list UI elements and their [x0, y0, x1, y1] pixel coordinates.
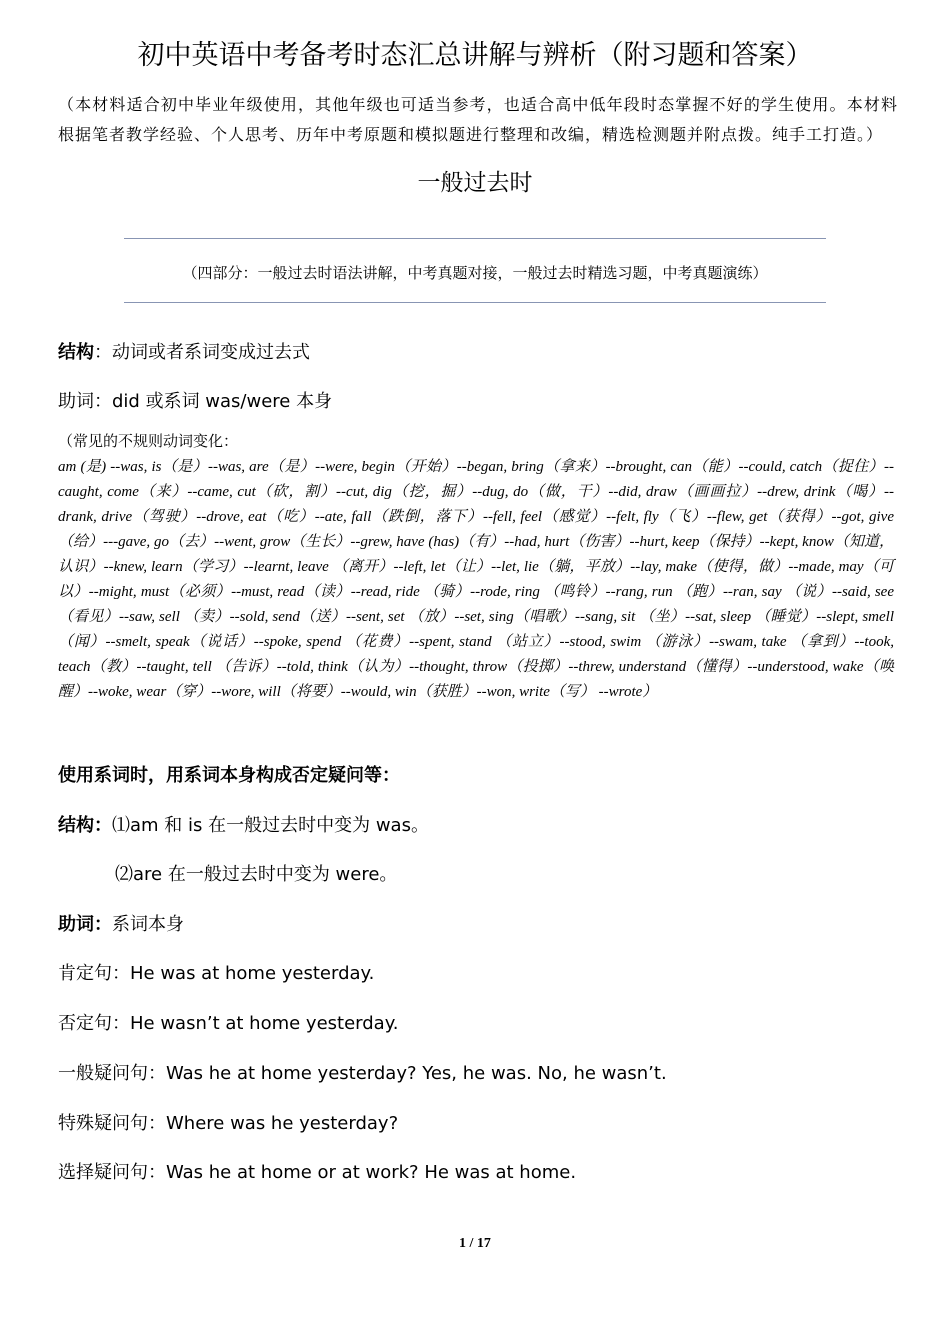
- section-subtitle: 一般过去时: [417, 170, 533, 196]
- top-divider: [124, 238, 826, 239]
- irregular-verbs-block: [58, 430, 894, 705]
- auxiliary2-label: 助词：: [58, 914, 112, 935]
- auxiliary-text: ：did 或系词 was/were 本身: [94, 391, 333, 412]
- structure2-line2: ⑵are 在一般过去时中变为 were。: [115, 864, 398, 885]
- structure-label: 结构: [58, 342, 94, 363]
- copula-heading: 使用系词时，用系词本身构成否定疑问等：: [58, 765, 400, 786]
- structure2-label: 结构：: [58, 815, 112, 836]
- parts-note: （四部分：一般过去时语法讲解，中考真题对接，一般过去时精选习题，中考真题演练）: [182, 264, 768, 282]
- structure2-text1: ⑴am 和 is 在一般过去时中变为 was。: [112, 815, 429, 836]
- structure-line: [58, 338, 310, 368]
- irregular-verbs-list: am (是) --was, is（是）--was, are（是）--were, begin（开始）--began, bring（拿来）--brought, can（能）--could, catch（捉住）--caught, come（来）--came, cut（砍，割）--cut, dig（挖，掘）--dug, do（做，干）--did, draw（画画拉）--drew, drink（喝）--drank, drive（驾驶）--drove, eat（吃）--ate, fall（跌倒，落下）--fell, feel（感觉）--felt, fly（飞）--flew, get（获得）--got, give（给）---gave, go（去）--went, grow（生长）--grew, have (has)（有）--had, hurt（伤害）--hurt, keep（保持）--kept, know（知道，认识）--knew, learn（学习）--learnt, leave （离开）--left, let（让）--let, lie（躺，平放）--lay, make（使得，做）--made, may（可以）--might, must（必须）--must, read（读）--read, ride （骑）--rode, ring （鸣铃）--rang, run （跑）--ran, say （说）--said, see （看见）--saw, sell （卖）--sold, send（送）--sent, set （放）--set, sing（唱歌）--sang, sit （坐）--sat, sleep （睡觉）--slept, smell（闻）--smelt, speak（说话）--spoke, spend （花费）--spent, stand （站立）--stood, swim （游泳）--swam, take （拿到）--took, teach（教）--taught, tell （告诉）--told, think（认为）--thought, throw（投掷）--threw, understand（懂得）--understood, wake（唤醒）--woke, wear（穿）--wore, will（将要）--would, win（获胜）--won, write（写） --wrote）: [58, 459, 894, 700]
- structure2-line1: [58, 811, 429, 841]
- general-question-example: 一般疑问句：Was he at home yesterday? Yes, he was. No, he wasn’t.: [58, 1063, 667, 1084]
- intro-paragraph: （本材料适合初中毕业年级使用，其他年级也可适当参考，也适合高中低年段时态掌握不好的学生使用。本材料根据笔者教学经验、个人思考、历年中考原题和模拟题进行整理和改编，精选检测题并附点拨。纯手工打造。）: [58, 95, 898, 144]
- auxiliary2-text: 系词本身: [112, 914, 184, 935]
- choice-question-example: 选择疑问句：Was he at home or at work? He was at home.: [58, 1162, 577, 1183]
- irregular-verbs-heading: （常见的不规则动词变化：: [58, 434, 239, 450]
- affirmative-example: 肯定句：He was at home yesterday.: [58, 963, 375, 984]
- page-number: 1 / 17: [459, 1236, 491, 1251]
- bottom-divider: [124, 302, 826, 303]
- auxiliary2-line: [58, 910, 184, 940]
- structure-text: ：动词或者系词变成过去式: [94, 342, 310, 363]
- document-title: 初中英语中考备考时态汇总讲解与辨析（附习题和答案）: [137, 40, 813, 71]
- special-question-example: 特殊疑问句：Where was he yesterday?: [58, 1113, 399, 1134]
- auxiliary-label: 助词: [58, 391, 94, 412]
- auxiliary-line: [58, 387, 332, 417]
- negative-example: 否定句：He wasn’t at home yesterday.: [58, 1013, 399, 1034]
